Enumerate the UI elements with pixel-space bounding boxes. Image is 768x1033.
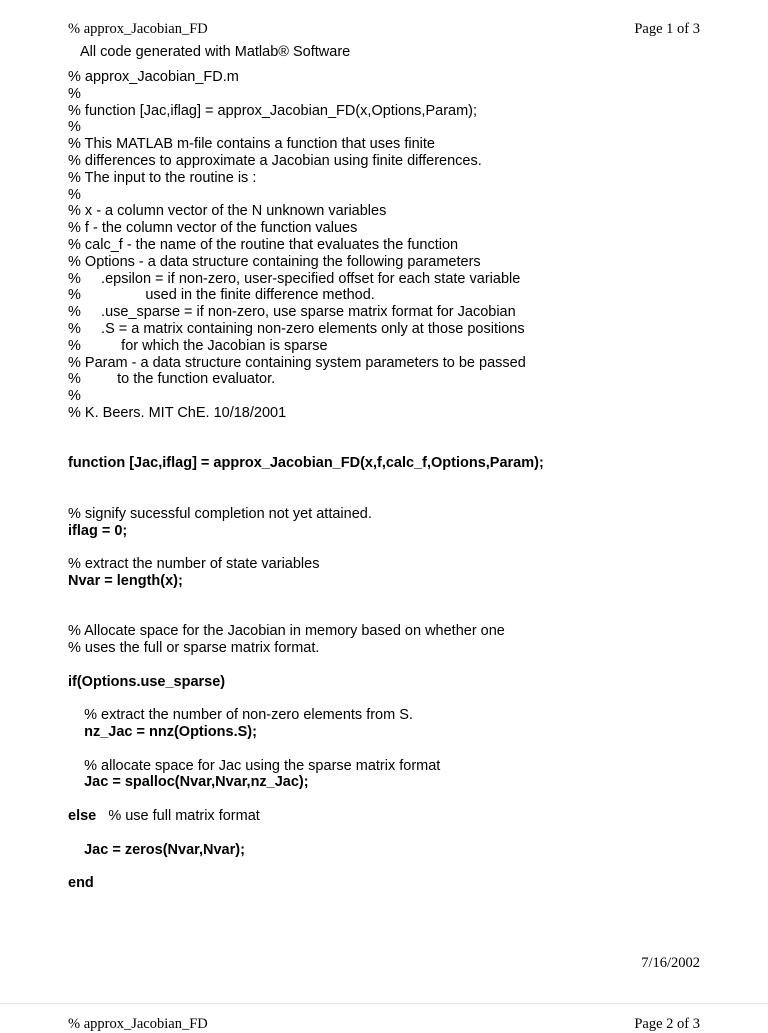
code-line bbox=[68, 439, 544, 456]
code-line: % function [Jac,iflag] = approx_Jacobian_FD(x,Options,Param); bbox=[68, 102, 478, 119]
next-header-filename: % approx_Jacobian_FD bbox=[68, 1016, 208, 1032]
code-line bbox=[68, 607, 544, 624]
code-line bbox=[68, 489, 544, 506]
code-line: % f - the column vector of the function values bbox=[68, 220, 358, 237]
code-line: % bbox=[68, 186, 81, 203]
code-line bbox=[68, 657, 544, 674]
code-line bbox=[68, 791, 544, 808]
code-line: % Allocate space for the Jacobian in memory based on whether one bbox=[68, 623, 505, 640]
next-header-page-number: Page 2 of 3 bbox=[634, 1016, 700, 1032]
header-filename: % approx_Jacobian_FD bbox=[68, 21, 208, 37]
code-line: % calc_f - the name of the routine that evaluates the function bbox=[68, 236, 459, 253]
code-line: % signify sucessful completion not yet attained. bbox=[68, 505, 372, 522]
footer-date: 7/16/2002 bbox=[641, 955, 700, 971]
code-line: % uses the full or sparse matrix format. bbox=[68, 640, 320, 657]
code-line bbox=[68, 858, 544, 875]
code-line: % .use_sparse = if non-zero, use sparse matrix format for Jacobian bbox=[68, 304, 516, 321]
code-line: % bbox=[68, 119, 81, 136]
code-line: % Param - a data structure containing system parameters to be passed bbox=[68, 354, 526, 371]
code-line: % to the function evaluator. bbox=[68, 371, 276, 388]
code-line: % This MATLAB m-file contains a function that uses finite bbox=[68, 136, 435, 153]
generated-by-banner: All code generated with Matlab® Software bbox=[80, 44, 351, 60]
code-line: % approx_Jacobian_FD.m bbox=[68, 69, 239, 85]
code-inline-comment: % use full matrix format bbox=[96, 808, 260, 825]
code-line bbox=[68, 422, 544, 439]
code-line bbox=[68, 590, 544, 607]
code-line: % for which the Jacobian is sparse bbox=[68, 337, 328, 354]
code-line: % K. Beers. MIT ChE. 10/18/2001 bbox=[68, 404, 287, 421]
code-line: Jac = zeros(Nvar,Nvar); bbox=[68, 841, 245, 858]
code-line: % bbox=[68, 85, 81, 102]
code-line: % extract the number of state variables bbox=[68, 556, 320, 573]
code-line: iflag = 0; bbox=[68, 522, 128, 539]
page-separator bbox=[0, 1003, 768, 1004]
code-line: if(Options.use_sparse) bbox=[68, 673, 226, 690]
code-line: % bbox=[68, 388, 81, 405]
code-line bbox=[68, 539, 544, 556]
code-line: % differences to approximate a Jacobian using finite differences. bbox=[68, 152, 482, 169]
code-line: % .S = a matrix containing non-zero elements only at those positions bbox=[68, 320, 525, 337]
code-line: % used in the finite difference method. bbox=[68, 287, 375, 304]
code-line: % allocate space for Jac using the sparse matrix format bbox=[68, 757, 441, 774]
code-line bbox=[68, 472, 544, 489]
code-line: end bbox=[68, 875, 94, 892]
code-line: % extract the number of non-zero elements from S. bbox=[68, 707, 413, 724]
code-listing bbox=[68, 69, 544, 892]
header-page-number: Page 1 of 3 bbox=[634, 21, 700, 37]
code-line bbox=[68, 690, 544, 707]
code-line bbox=[68, 825, 544, 842]
code-line: % x - a column vector of the N unknown variables bbox=[68, 203, 387, 220]
code-line bbox=[68, 808, 544, 825]
code-line: % Options - a data structure containing the following parameters bbox=[68, 253, 481, 270]
code-line: function [Jac,iflag] = approx_Jacobian_FD(x,f,calc_f,Options,Param); bbox=[68, 455, 544, 472]
code-line: % The input to the routine is : bbox=[68, 169, 257, 186]
code-line: Jac = spalloc(Nvar,Nvar,nz_Jac); bbox=[68, 774, 309, 791]
code-keyword: else bbox=[68, 808, 97, 825]
code-line bbox=[68, 741, 544, 758]
code-line: % .epsilon = if non-zero, user-specified offset for each state variable bbox=[68, 270, 521, 287]
code-line: Nvar = length(x); bbox=[68, 572, 183, 589]
code-line: nz_Jac = nnz(Options.S); bbox=[68, 724, 257, 741]
